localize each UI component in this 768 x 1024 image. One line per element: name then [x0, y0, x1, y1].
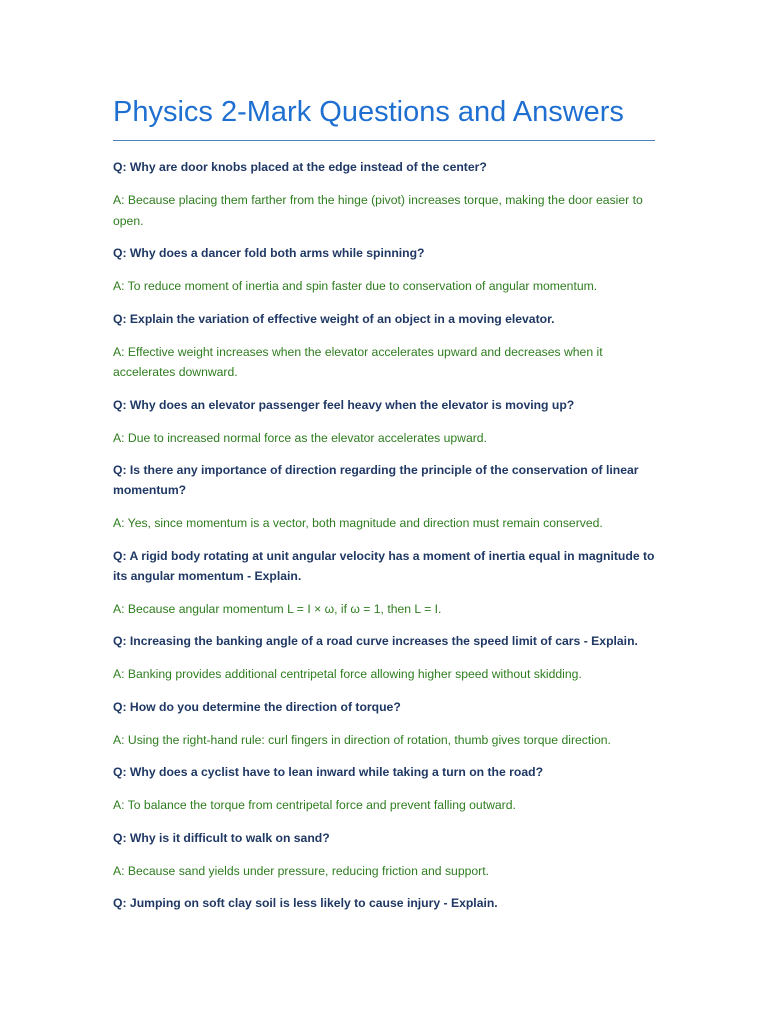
answer-2: A: To reduce moment of inertia and spin faster due to conservation of angular momentum. — [113, 279, 598, 293]
question-8: Q: How do you determine the direction of torque? — [113, 699, 401, 714]
question-10: Q: Why is it difficult to walk on sand? — [113, 830, 330, 845]
question-7: Q: Increasing the banking angle of a road curve increases the speed limit of cars - Explain. — [113, 634, 638, 648]
question-1: Q: Why are door knobs placed at the edge instead of the center? — [113, 160, 487, 174]
question-4: Q: Why does an elevator passenger feel heavy when the elevator is moving up? — [113, 397, 575, 412]
page-title: Physics 2-Mark Questions and Answers — [113, 92, 655, 141]
question-3: Q: Explain the variation of effective weight of an object in a moving elevator. — [113, 311, 555, 326]
qa-list — [113, 157, 655, 913]
question-2: Q: Why does a dancer fold both arms while spinning? — [113, 246, 425, 260]
answer-7: A: Banking provides additional centripetal force allowing higher speed without skidding. — [113, 667, 582, 681]
answer-4: A: Due to increased normal force as the elevator accelerates upward. — [113, 430, 487, 445]
question-11: Q: Jumping on soft clay soil is less likely to cause injury - Explain. — [113, 896, 498, 910]
question-9: Q: Why does a cyclist have to lean inward while taking a turn on the road? — [113, 765, 544, 779]
answer-10: A: Because sand yields under pressure, reducing friction and support. — [113, 863, 489, 878]
answer-9: A: To balance the torque from centripetal force and prevent falling outward. — [113, 798, 516, 812]
question-6: Q: A rigid body rotating at unit angular velocity has a moment of inertia equal in magnitude to its angular momentum - Explain. — [113, 548, 655, 583]
answer-5: A: Yes, since momentum is a vector, both magnitude and direction must remain conserved. — [113, 516, 603, 530]
answer-3: A: Effective weight increases when the elevator accelerates upward and decreases when it accelerates downward. — [113, 344, 603, 379]
answer-6: A: Because angular momentum L = I × ω, if ω = 1, then L = I. — [113, 601, 442, 616]
question-5: Q: Is there any importance of direction regarding the principle of the conservation of linear momentum? — [113, 463, 639, 497]
document-page — [113, 92, 655, 926]
answer-8: A: Using the right-hand rule: curl fingers in direction of rotation, thumb gives torque direction. — [113, 732, 611, 747]
answer-1: A: Because placing them farther from the hinge (pivot) increases torque, making the door easier to open. — [113, 193, 643, 228]
